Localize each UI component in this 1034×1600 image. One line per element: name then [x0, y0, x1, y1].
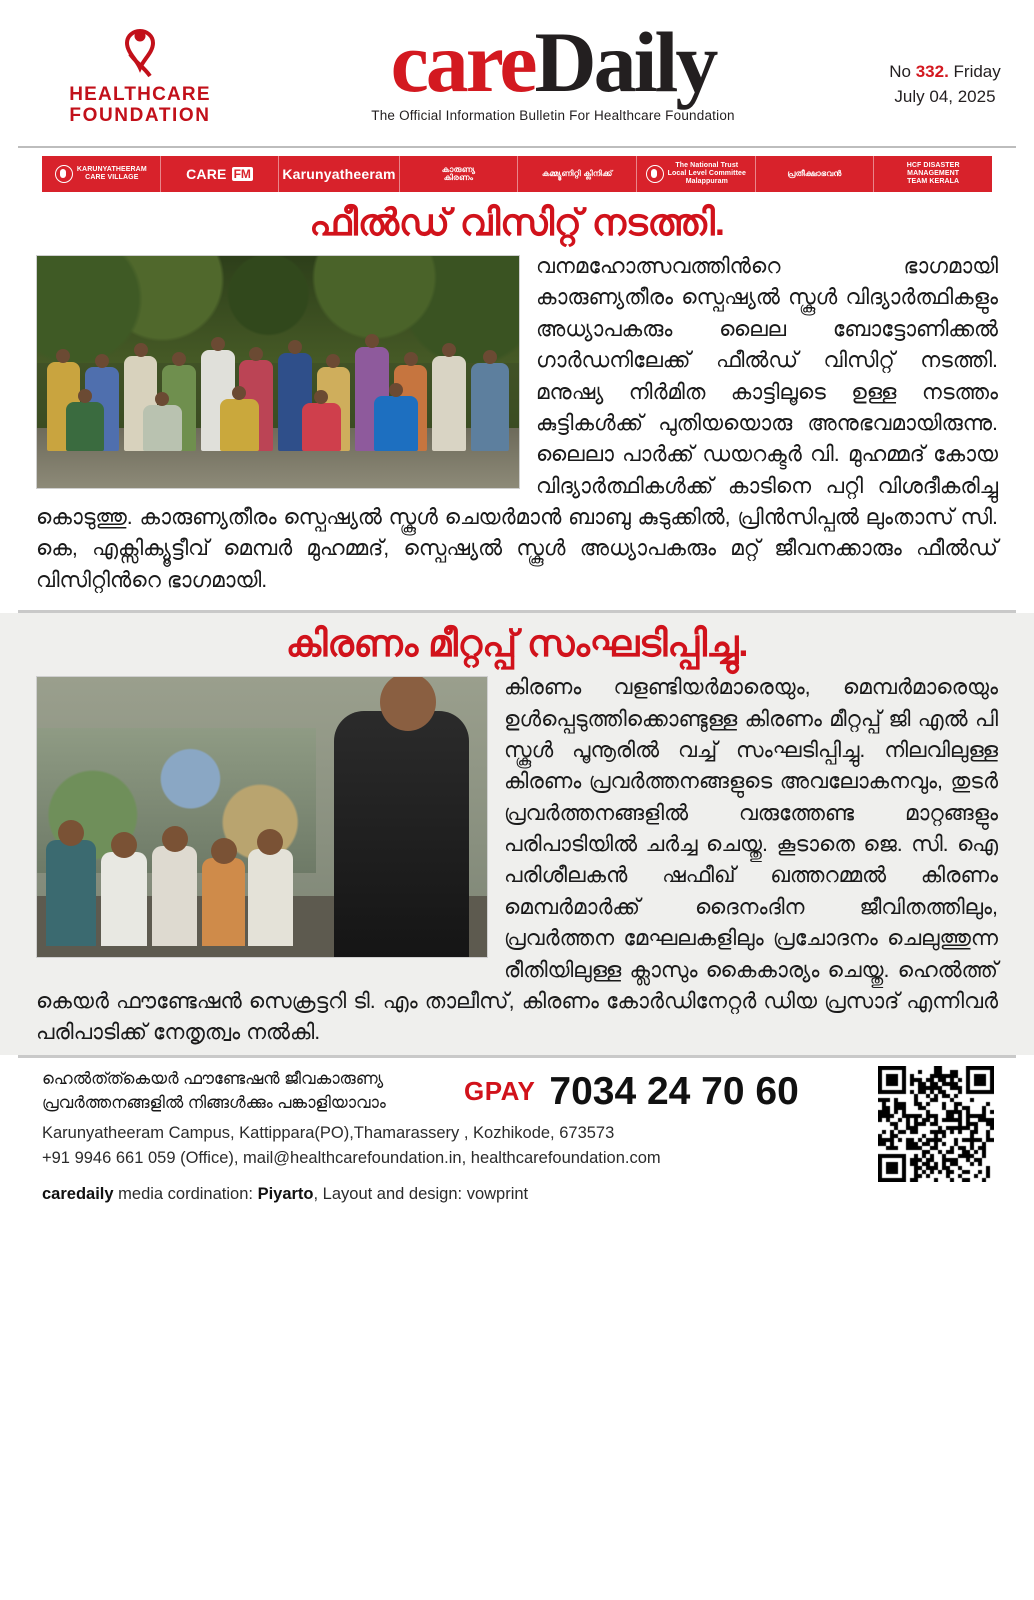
nav-item-care-village[interactable] [42, 156, 161, 192]
nav-karunyatheeram-label: Karunyatheeram [282, 166, 396, 182]
nav-item-community-clinic[interactable] [518, 156, 637, 192]
footer-address-line1: Karunyatheeram Campus, Kattippara(PO),Thamarassery , Kozhikode, 673573 [42, 1124, 615, 1143]
footer-malayalam-note [42, 1068, 442, 1116]
masthead-title-block [236, 14, 870, 123]
issue-number: 332. [915, 61, 949, 81]
care-village-icon [55, 165, 73, 183]
article-2-headline: കിരണം മീറ്റപ്പ് സംഘടിപ്പിച്ചു. [285, 623, 749, 665]
nav-care-fm-badge: FM [233, 167, 251, 181]
nav-item-national-trust[interactable] [637, 156, 756, 192]
photo-crowd-illustration [37, 307, 519, 451]
nav-national-trust-sub2: Malappuram [685, 177, 728, 185]
issue-prefix: No [889, 61, 911, 81]
field-visit-group-photo [36, 255, 520, 489]
nav-care-village-sub: KARUNYATHEERAM [76, 166, 147, 174]
nav-item-care-fm[interactable] [161, 156, 280, 192]
nav-care-fm-label: CARE [186, 166, 227, 182]
nav-karunya-label: കാരുണ്യ [441, 164, 476, 174]
footer-credit-mid: media cordination: [113, 1184, 258, 1203]
footer-address [42, 1121, 802, 1171]
nav-community-clinic-label: കമ്മ്യൂണിറ്റി ക്ലിനിക്ക് [541, 168, 613, 178]
footer-credits [42, 1185, 992, 1204]
footer-credit-tail: , Layout and design: vowprint [313, 1184, 529, 1203]
masthead-tagline: The Official Information Bulletin For Healthcare Foundation [371, 107, 735, 123]
footer [18, 1055, 1016, 1212]
brand-logo-text [69, 84, 210, 127]
brand-nav-bar [42, 156, 992, 192]
title-care: care [390, 14, 535, 111]
brand-logo [40, 24, 240, 127]
nav-national-trust-sub: Local Level Committee [667, 170, 746, 178]
nav-item-karunyatheeram[interactable] [279, 156, 399, 192]
article-2-body: കിരണം വളണ്ടിയർമാരെയും, മെമ്പർമാരെയും ഉൾപ്പെടുത്തിക്കൊണ്ടുള്ള കിരണം മീറ്റപ്പ് ജി എൽ പി സ്കൂൾ പൂനൂരിൽ വച്ച് സംഘടിപ്പിച്ചു. നിലവിലുള്ള കിരണം പ്രവർത്തനങ്ങളുടെ അവലോകനവും, തുടർ പ്രവർത്തനങ്ങളിൽ വരുത്തേണ്ട മാറ്റങ്ങളും പരിപാടിയിൽ ചർച്ച ചെയ്തു. കൂടാതെ ജെ. സി. ഐ പരിശീലകൻ ഷഫീഖ് ഖത്തറമ്മൽ കിരണം മെമ്പർമാർക്ക് ദൈനംദിന ജീവിതത്തിലും, പ്രവർത്തന മേഘലകളിലും പ്രചോദനം ചെലുത്തുന്ന രീതിയിലുള്ള ക്ലാസും കൈകാര്യം ചെയ്തു. ഹെൽത്ത് കെയർ ഫൗണ്ടേഷൻ സെക്രട്ടറി ടി. എം താലീസ്, കിരണം കോർഡിനേറ്റർ ഡിയ പ്രസാദ് എന്നിവർ പരിപാടിക്ക് നേതൃത്വം നൽകി. [36, 675, 998, 1045]
gpay-block [464, 1070, 799, 1114]
nav-care-village-label: CARE VILLAGE [85, 174, 139, 181]
masthead [0, 0, 1034, 146]
issue-info [870, 59, 1020, 110]
gpay-qr-code[interactable] [878, 1066, 994, 1182]
issue-date: July 04, 2025 [894, 87, 996, 106]
photo-audience-illustration [46, 795, 298, 946]
footer-address-line2: +91 9946 661 059 (Office), mail@healthcarefoundation.in, healthcarefoundation.com [42, 1149, 661, 1168]
footer-credit-brand: caredaily [42, 1184, 114, 1203]
article-1-headline: ഫീൽഡ് വിസിറ്റ് നടത്തി. [309, 202, 725, 243]
nav-hcf-sub: MANAGEMENT [907, 170, 960, 178]
brand-logo-line2: FOUNDATION [69, 105, 211, 126]
title-daily: Daily [534, 14, 716, 111]
article-2 [0, 672, 1034, 1049]
article-1-body: വനമഹോത്സവത്തിൻറെ ഭാഗമായി കാരുണ്യതീരം സ്പെഷ്യൽ സ്കൂൾ വിദ്യാർത്ഥികളും അധ്യാപകരും ലൈല ബോട്ടോണിക്കൽ ഗാർഡനിലേക്ക് ഫീൽഡ് വിസിറ്റ് നടത്തി. മനുഷ്യ നിർമിത കാട്ടിലൂടെ ഉള്ള നടത്തം കുട്ടികൾക്ക് പുതിയയൊരു അനുഭവമായിരുന്നു. ലൈലാ പാർക്ക് ഡയറക്ടർ വി. മുഹമ്മദ് കോയ വിദ്യാർത്ഥികൾക്ക് കാടിനെ പറ്റി വിശദീകരിച്ചു കൊടുത്തു. കാരുണ്യതീരം സ്പെഷ്യൽ സ്കൂൾ ചെയർമാൻ ബാബു കുടുക്കിൽ, പ്രിൻസിപ്പൽ ലുംതാസ് സി. കെ, എക്സിക്യൂട്ടീവ് മെമ്പർ മുഹമ്മദ്, സ്പെഷ്യൽ സ്കൂൾ അധ്യാപകരും മറ്റ് ജീവനക്കാരും ഫീൽഡ് വിസിറ്റിൻറെ ഭാഗമായി. [36, 254, 998, 592]
masthead-divider [18, 146, 1016, 148]
nav-hcf-sub2: TEAM KERALA [907, 177, 960, 185]
nav-national-trust-label: The National Trust [675, 162, 739, 170]
issue-day: Friday [953, 61, 1001, 81]
nav-hcf-label: HCF DISASTER [906, 162, 960, 170]
national-trust-icon [646, 165, 664, 183]
nav-kiranam-label: കിരണം [443, 173, 474, 182]
nav-pratheekshabhavan-label: പ്രതീക്ഷാഭവൻ [787, 168, 842, 178]
kiranam-meetup-photo [36, 676, 488, 958]
footer-malayalam-line1: ഹെൽത്ത്കെയർ ഫൗണ്ടേഷൻ ജീവകാരുണ്യ [42, 1069, 384, 1088]
brand-logo-line1: HEALTHCARE [69, 83, 211, 105]
page-title [390, 14, 716, 111]
gpay-label: GPAY [464, 1076, 536, 1107]
healthcare-foundation-logo-icon [110, 24, 170, 82]
article-2-section [0, 613, 1034, 1055]
nav-item-karunya-kiranam[interactable] [400, 156, 519, 192]
footer-credit-person: Piyarto [257, 1184, 314, 1203]
footer-malayalam-line2: പ്രവർത്തനങ്ങളിൽ നിങ്ങൾക്കും പങ്കാളിയാവാം [42, 1093, 386, 1112]
gpay-number[interactable]: 7034 24 70 60 [549, 1069, 799, 1113]
nav-item-pratheekshabhavan[interactable] [756, 156, 875, 192]
photo-speaker-illustration [334, 711, 469, 957]
article-1 [0, 251, 1034, 596]
nav-item-hcf-disaster-team[interactable] [874, 156, 992, 192]
